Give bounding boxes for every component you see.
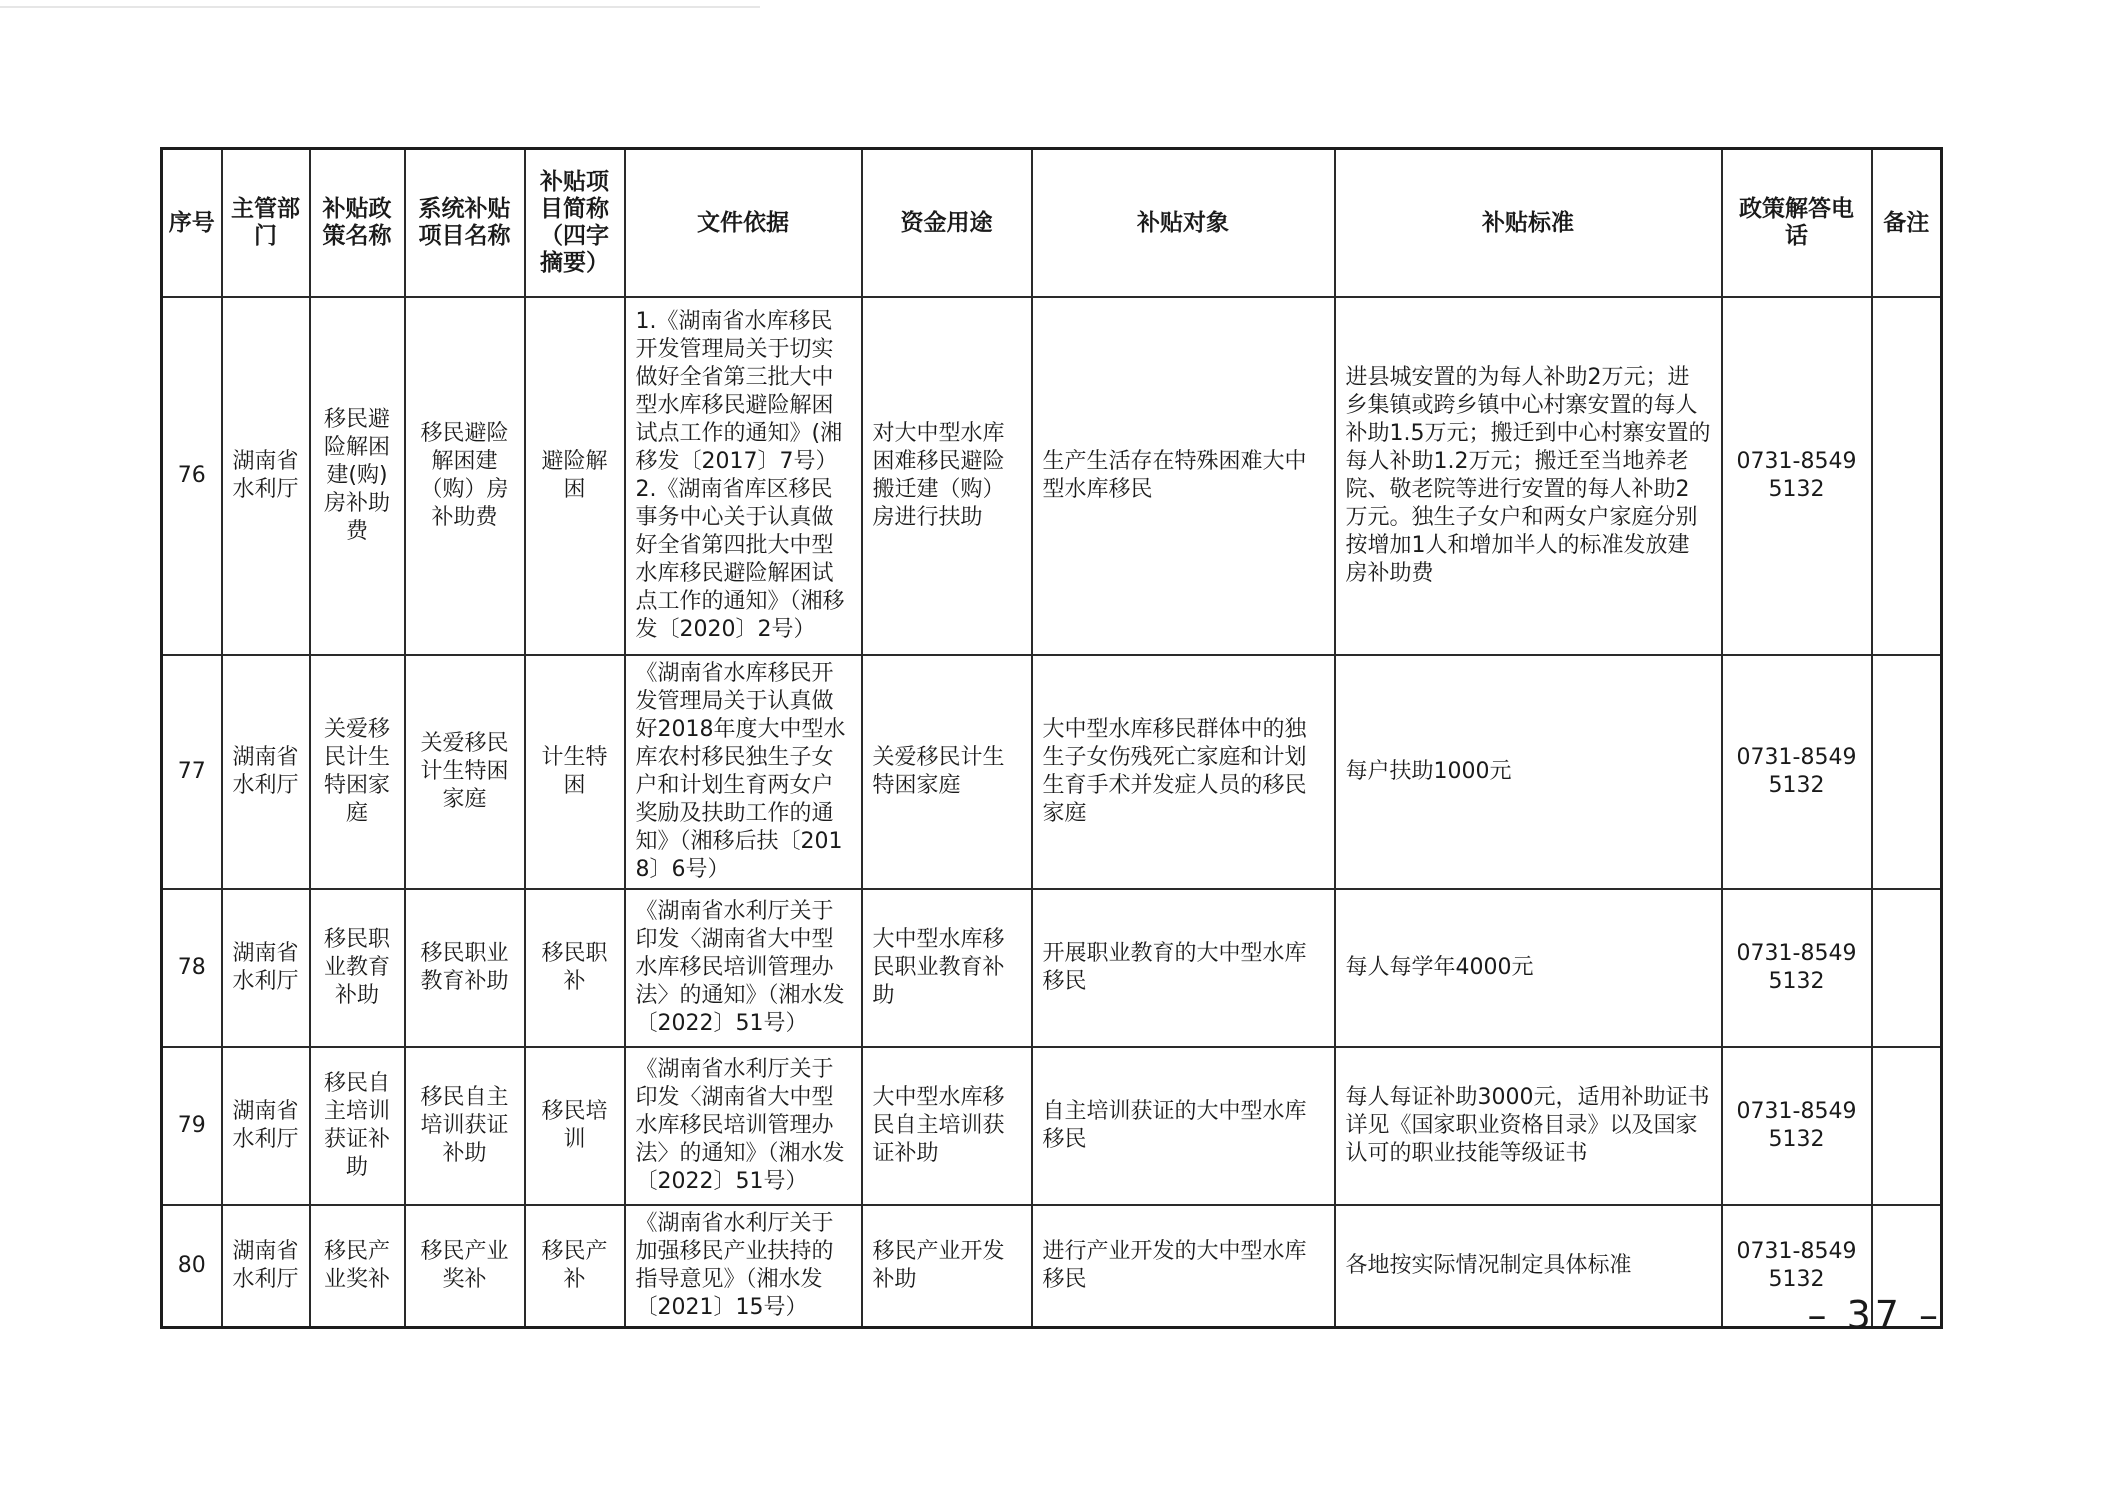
row-usage: 关爱移民计生特困家庭 bbox=[862, 655, 1032, 889]
row-department: 湖南省水利厅 bbox=[222, 1205, 310, 1328]
row-basis: 《湖南省水利厅关于印发〈湖南省大中型水库移民培训管理办法〉的通知》（湘水发〔2022〕51号） bbox=[625, 889, 862, 1047]
row-usage: 大中型水库移民自主培训获证补助 bbox=[862, 1047, 1032, 1205]
row-policy-name: 移民产业奖补 bbox=[310, 1205, 405, 1328]
row-short-name: 移民产补 bbox=[525, 1205, 625, 1328]
row-hotline: 0731-85495132 bbox=[1722, 297, 1872, 655]
page-number: – 37 – bbox=[1807, 1293, 1942, 1337]
row-basis: 《湖南省水利厅关于加强移民产业扶持的指导意见》（湘水发〔2021〕15号） bbox=[625, 1205, 862, 1328]
row-remarks bbox=[1872, 655, 1942, 889]
table-header-row bbox=[162, 149, 1942, 298]
row-policy-name: 移民职业教育补助 bbox=[310, 889, 405, 1047]
row-target: 开展职业教育的大中型水库移民 bbox=[1032, 889, 1335, 1047]
row-standard: 各地按实际情况制定具体标准 bbox=[1335, 1205, 1722, 1328]
row-department: 湖南省水利厅 bbox=[222, 889, 310, 1047]
header-short-name: 补贴项目简称（四字摘要） bbox=[525, 149, 625, 298]
row-system-item: 移民避险解困建（购）房补助费 bbox=[405, 297, 525, 655]
row-index: 80 bbox=[162, 1205, 222, 1328]
row-usage: 对大中型水库困难移民避险搬迁建（购）房进行扶助 bbox=[862, 297, 1032, 655]
row-target: 进行产业开发的大中型水库移民 bbox=[1032, 1205, 1335, 1328]
row-department: 湖南省水利厅 bbox=[222, 655, 310, 889]
row-remarks bbox=[1872, 297, 1942, 655]
row-system-item: 移民产业奖补 bbox=[405, 1205, 525, 1328]
row-remarks bbox=[1872, 1047, 1942, 1205]
row-usage: 大中型水库移民职业教育补助 bbox=[862, 889, 1032, 1047]
row-standard: 进县城安置的为每人补助2万元；进乡集镇或跨乡镇中心村寨安置的每人补助1.5万元；搬迁到中心村寨安置的每人补助1.2万元；搬迁至当地养老院、敬老院等进行安置的每人补助2万元。独生子女户和两女户家庭分别按增加1人和增加半人的标准发放建房补助费 bbox=[1335, 297, 1722, 655]
header-basis: 文件依据 bbox=[625, 149, 862, 298]
row-basis: 1.《湖南省水库移民开发管理局关于切实做好全省第三批大中型水库移民避险解困试点工作的通知》(湘移发〔2017〕7号）2.《湖南省库区移民事务中心关于认真做好全省第四批大中型水库移民避险解困试点工作的通知》（湘移发〔2020〕2号） bbox=[625, 297, 862, 655]
row-short-name: 计生特困 bbox=[525, 655, 625, 889]
row-policy-name: 关爱移民计生特困家庭 bbox=[310, 655, 405, 889]
row-basis: 《湖南省水库移民开发管理局关于认真做好2018年度大中型水库农村移民独生子女户和计划生育两女户奖励及扶助工作的通知》（湘移后扶〔2018〕6号） bbox=[625, 655, 862, 889]
row-target: 生产生活存在特殊困难大中型水库移民 bbox=[1032, 297, 1335, 655]
table-row bbox=[162, 1047, 1942, 1205]
table-row bbox=[162, 1205, 1942, 1328]
row-index: 79 bbox=[162, 1047, 222, 1205]
header-usage: 资金用途 bbox=[862, 149, 1032, 298]
row-short-name: 避险解困 bbox=[525, 297, 625, 655]
row-system-item: 移民自主培训获证补助 bbox=[405, 1047, 525, 1205]
row-standard: 每人每学年4000元 bbox=[1335, 889, 1722, 1047]
row-target: 自主培训获证的大中型水库移民 bbox=[1032, 1047, 1335, 1205]
row-system-item: 关爱移民计生特困家庭 bbox=[405, 655, 525, 889]
row-usage: 移民产业开发补助 bbox=[862, 1205, 1032, 1328]
header-index: 序号 bbox=[162, 149, 222, 298]
header-system-item: 系统补贴项目名称 bbox=[405, 149, 525, 298]
row-index: 78 bbox=[162, 889, 222, 1047]
row-system-item: 移民职业教育补助 bbox=[405, 889, 525, 1047]
row-policy-name: 移民避险解困建(购)房补助费 bbox=[310, 297, 405, 655]
table-row bbox=[162, 889, 1942, 1047]
row-index: 76 bbox=[162, 297, 222, 655]
scan-edge-line bbox=[0, 6, 760, 8]
row-target: 大中型水库移民群体中的独生子女伤残死亡家庭和计划生育手术并发症人员的移民家庭 bbox=[1032, 655, 1335, 889]
header-department: 主管部门 bbox=[222, 149, 310, 298]
subsidy-policy-table bbox=[160, 147, 1943, 1329]
row-hotline: 0731-85495132 bbox=[1722, 889, 1872, 1047]
header-standard: 补贴标准 bbox=[1335, 149, 1722, 298]
row-hotline: 0731-85495132 bbox=[1722, 1205, 1872, 1328]
row-policy-name: 移民自主培训获证补助 bbox=[310, 1047, 405, 1205]
header-hotline: 政策解答电话 bbox=[1722, 149, 1872, 298]
row-remarks bbox=[1872, 889, 1942, 1047]
row-standard: 每人每证补助3000元，适用补助证书详见《国家职业资格目录》以及国家认可的职业技能等级证书 bbox=[1335, 1047, 1722, 1205]
row-short-name: 移民培训 bbox=[525, 1047, 625, 1205]
table-row bbox=[162, 297, 1942, 655]
row-short-name: 移民职补 bbox=[525, 889, 625, 1047]
row-standard: 每户扶助1000元 bbox=[1335, 655, 1722, 889]
row-department: 湖南省水利厅 bbox=[222, 1047, 310, 1205]
row-department: 湖南省水利厅 bbox=[222, 297, 310, 655]
row-hotline: 0731-85495132 bbox=[1722, 1047, 1872, 1205]
header-policy-name: 补贴政策名称 bbox=[310, 149, 405, 298]
row-hotline: 0731-85495132 bbox=[1722, 655, 1872, 889]
header-remarks: 备注 bbox=[1872, 149, 1942, 298]
row-basis: 《湖南省水利厅关于印发〈湖南省大中型水库移民培训管理办法〉的通知》（湘水发〔2022〕51号） bbox=[625, 1047, 862, 1205]
row-index: 77 bbox=[162, 655, 222, 889]
header-target: 补贴对象 bbox=[1032, 149, 1335, 298]
table-row bbox=[162, 655, 1942, 889]
